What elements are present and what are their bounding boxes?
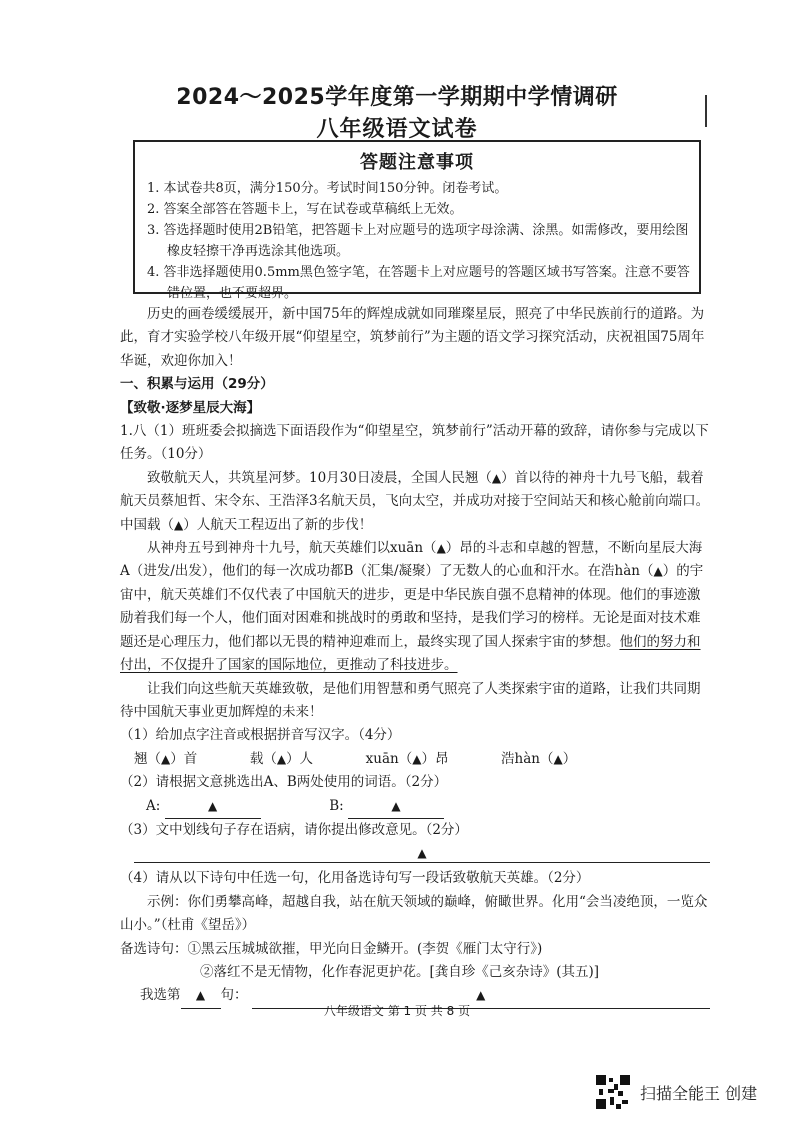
answer-triangle: ▲ bbox=[174, 517, 184, 532]
question-1-stem: 1.八（1）班班委会拟摘选下面语段作为“仰望星空，筑梦前行”活动开幕的致辞，请你参与完成以下任务。（10分） bbox=[120, 423, 709, 463]
subquestion-1-items bbox=[120, 748, 710, 771]
notice-item: 1. 本试卷共8页，满分150分。考试时间150分钟。闭卷考试。 bbox=[147, 181, 508, 196]
exam-body bbox=[120, 303, 710, 1009]
subquestion-3: （3）文中划线句子存在语病，请你提出修改意见。（2分） bbox=[120, 821, 468, 838]
subquestion-4: （4）请从以下诗句中任选一句，化用备选诗句写一段话致敬航天英雄。（2分） bbox=[120, 870, 590, 887]
qr-code-icon bbox=[596, 1075, 630, 1109]
page-footer: 八年级语文 第 1 页 共 8 页 bbox=[323, 1004, 471, 1018]
choose-label-2: 句： bbox=[220, 987, 248, 1004]
answer-triangle: ▲ bbox=[276, 751, 287, 766]
answer-triangle: ▲ bbox=[553, 751, 563, 766]
passage-paragraph-3: 让我们向这些航天英雄致敬，是他们用智慧和勇气照亮了人类探索宇宙的道路，让我们共同期待中国航天事业更加辉煌的未来！ bbox=[120, 680, 701, 720]
answer-triangle: ▲ bbox=[412, 751, 422, 766]
answer-triangle: ▲ bbox=[476, 988, 486, 1003]
passage-text: ）昂的斗志和卓越的智慧，不断向星辰大海A（进发/出发），他们的每一次成功都B（汇集/凝聚）了无数人的心血和汗水。在浩hàn（ bbox=[120, 540, 703, 580]
notice-item: 4. 答非选择题使用0.5mm黑色签字笔，在答题卡上对应题号的答题区域书写答案。注意不要答错位置，也不要超界。 bbox=[147, 265, 690, 301]
choose-label: 我选第 bbox=[140, 987, 181, 1004]
passage-text: ）的宇宙中，航天英雄们不仅代表了中国航天的进步，更是中华民族自强不息精神的体现。他们的事迹激励着我们每一个人，他们面对困难和挑战时的勇敢和坚持，是我们学习的榜样。无论是面对技术难题还是心理压力，他们都以无畏的精神迎难而上，最终实现了国人探索宇宙的梦想。 bbox=[120, 563, 704, 650]
answer-triangle: ▲ bbox=[195, 988, 206, 1003]
exam-subtitle: 八年级语文试卷 bbox=[316, 117, 478, 142]
exam-title: 2024～2025学年度第一学期期中学情调研 bbox=[176, 85, 618, 110]
notice-item: 2. 答案全部答在答题卡上，写在试卷或草稿纸上无效。 bbox=[147, 202, 463, 217]
item-text: xuān（ bbox=[365, 750, 413, 767]
passage-text: ）人航天工程迈出了新的步伐！ bbox=[183, 516, 373, 533]
answer-triangle: ▲ bbox=[491, 470, 502, 485]
poem-option-2: ②落红不是无情物，化作春泥更护花。[龚自珍《己亥杂诗》(其五)] bbox=[200, 963, 600, 980]
notice-box bbox=[133, 140, 701, 301]
answer-triangle: ▲ bbox=[417, 846, 427, 861]
label-b: B: bbox=[329, 797, 344, 814]
item-text: ）昂 bbox=[421, 750, 449, 767]
section-heading: 一、积累与运用（29分） bbox=[120, 376, 274, 393]
passage-paragraph-2 bbox=[120, 537, 710, 677]
answer-line-3[interactable] bbox=[134, 842, 710, 863]
poem-option-1 bbox=[120, 938, 710, 961]
item-text: ）首 bbox=[170, 750, 198, 767]
passage-paragraph-1 bbox=[120, 467, 710, 537]
section-subheading: 【致敬·逐梦星辰大海】 bbox=[120, 399, 261, 416]
scanner-watermark bbox=[596, 1074, 757, 1110]
intro-paragraph: 历史的画卷缓缓展开，新中国75年的辉煌成就如同璀璨星辰，照亮了中华民族前行的道路。为此，育才实验学校八年级开展“仰望星空，筑梦前行”为主题的语文学习探究活动，庆祝祖国75周年华诞，欢迎你加入！ bbox=[120, 306, 705, 369]
watermark-text: 扫描全能王 创建 bbox=[640, 1083, 758, 1103]
item-text: ） bbox=[562, 750, 577, 767]
passage-text: 致敬航天人，共筑星河梦。10月30日凌晨，全国人民翘（ bbox=[147, 469, 492, 486]
subquestion-1: （1）给加点字注音或根据拼音写汉字。（4分） bbox=[120, 727, 401, 744]
notice-list bbox=[147, 178, 699, 304]
answer-triangle: ▲ bbox=[161, 751, 171, 766]
notice-title: 答题注意事项 bbox=[360, 152, 474, 173]
answer-blank-a[interactable] bbox=[165, 795, 261, 819]
answer-blank-b[interactable] bbox=[348, 795, 444, 819]
answer-triangle: ▲ bbox=[207, 798, 218, 813]
underlined-sentence: 他们的努力和付出，不仅提升了国家的国际地位，更推动了科技进步。 bbox=[120, 633, 701, 674]
passage-text: 从神舟五号到神舟十九号，航天英雄们以xuān（ bbox=[147, 540, 437, 557]
options-label: 备选诗句： bbox=[120, 940, 188, 957]
item-text: 载（ bbox=[249, 750, 277, 767]
item-text: 浩hàn（ bbox=[501, 750, 554, 767]
label-a: A: bbox=[146, 797, 161, 814]
item-text: ）人 bbox=[286, 750, 314, 767]
notice-item: 3. 答选择题时使用2B铅笔，把答题卡上对应题号的选项字母涂满、涂黑。如需修改，要用绘图橡皮轻擦干净再选涂其他选项。 bbox=[147, 223, 689, 259]
subquestion-2-answers bbox=[120, 795, 710, 819]
passage-text: ）首以待的神舟十九号飞船，载着航天员蔡旭哲、宋令东、王浩泽3名航天员，飞向太空，并成功对接于空间站天和核心舱前向端口。中国载（ bbox=[120, 469, 710, 533]
answer-triangle: ▲ bbox=[391, 798, 401, 813]
answer-triangle: ▲ bbox=[436, 541, 446, 556]
option-text: ①黑云压城城欲摧，甲光向日金鳞开。(李贺《雁门太守行》) bbox=[187, 940, 543, 957]
subquestion-2: （2）请根据文意挑选出A、B两处使用的词语。（2分） bbox=[120, 774, 448, 791]
answer-triangle: ▲ bbox=[653, 564, 663, 579]
item-text: 翘（ bbox=[134, 750, 161, 767]
example-text: 示例：你们勇攀高峰，超越自我，站在航天领域的巅峰，俯瞰世界。化用“会当凌绝顶，一览众山小。”（杜甫《望岳》） bbox=[120, 893, 708, 934]
